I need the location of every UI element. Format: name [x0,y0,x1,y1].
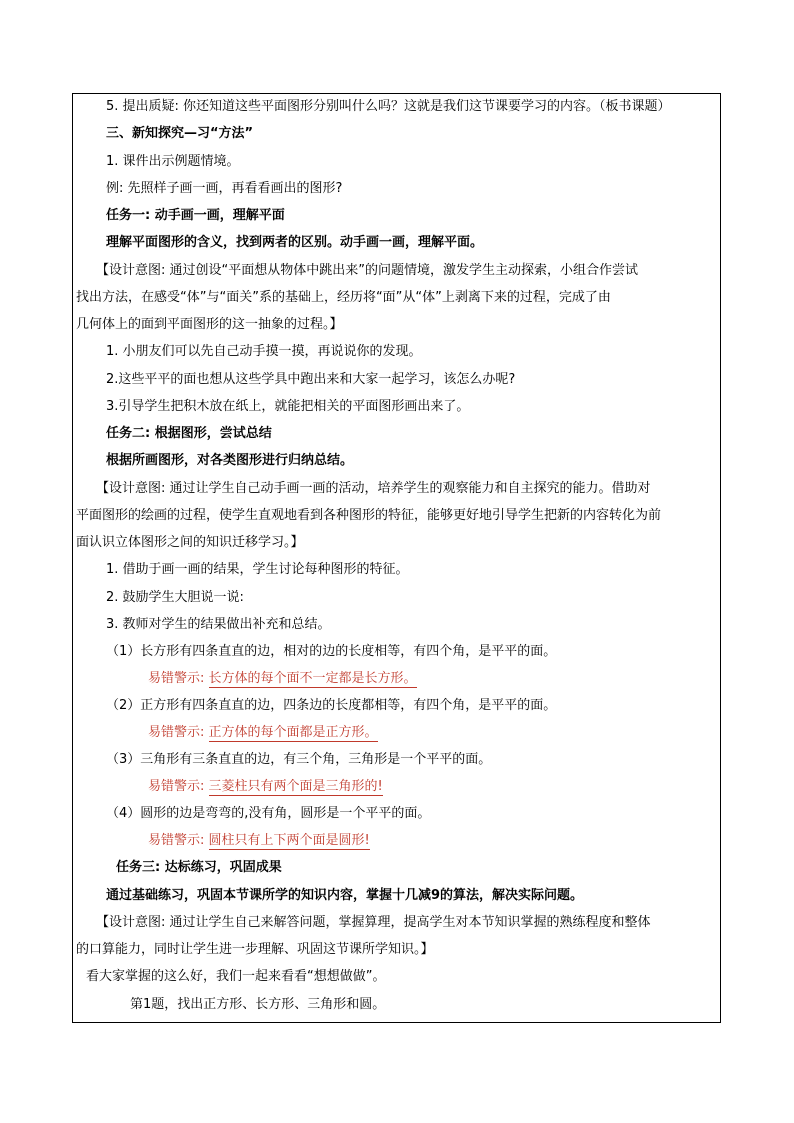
text-line: 1. 借助于画一画的结果，学生讨论每种图形的特征。 [106,562,409,577]
design-intent-2-line-2: 平面图形的绘画的过程，使学生直观地看到各种图形的特征，能够更好地引导学生把新的内容转化为前 [76,508,662,523]
design-intent-2-line-1: 【设计意图: 通过让学生自己动手画一画的活动，培养学生的观察能力和自主探究的能力。借助对 [96,481,651,496]
task-goal-3: 通过基础练习，巩固本节课所学的知识内容，掌握十几减9的算法，解决实际问题。 [106,888,584,903]
text-line: 1. 课件出示例题情境。 [106,154,240,169]
warning-label: 易错警示: [148,725,205,740]
section-heading-new-knowledge: 三、新知探究—习“方法” [106,126,254,141]
warning-label: 易错警示: [148,779,205,794]
design-intent-1-line-1: 【设计意图: 通过创设“平面想从物体中跳出来”的问题情境，激发学生主动探索，小组合作尝试 [96,263,638,278]
design-intent-3-line-1: 【设计意图: 通过让学生自己来解答问题，掌握算理，提高学生对本节知识掌握的熟练程度和整体 [96,915,651,930]
task-heading-3: 任务三: 达标练习，巩固成果 [116,860,282,875]
warning-rectangle [148,670,417,688]
task-goal-2: 根据所画图形，对各类图形进行归纳总结。 [106,453,354,468]
warning-circle [148,832,370,850]
design-intent-3-line-2: 的口算能力，同时让学生进一步理解、巩固这节课所学知识。】 [76,942,434,957]
text-line-questioning: 5. 提出质疑: 你还知道这些平面图形分别叫什么吗？这就是我们这节课要学习的内容。（板书课题） [106,99,671,114]
task-heading-2: 任务二: 根据图形，尝试总结 [106,426,272,441]
design-intent-2-line-3: 面认识立体图形之间的知识迁移学习。】 [76,535,304,550]
text-line: 例: 先照样子画一画，再看看画出的图形? [106,181,343,196]
warning-text: 圆柱只有上下两个面是圆形! [208,833,370,848]
exercise-1: 第1题，找出正方形、长方形、三角形和圆。 [130,997,386,1012]
design-intent-1-line-3: 几何体上的面到平面图形的这一抽象的过程。】 [76,317,343,332]
text-line: 2. 鼓励学生大胆说一说: [106,590,244,605]
warning-text: 三菱柱只有两个面是三角形的! [208,779,383,794]
shape-feature-circle: （4）圆形的边是弯弯的,没有角，圆形是一个平平的面。 [106,806,431,821]
warning-label: 易错警示: [148,671,205,686]
task-goal-1: 理解平面图形的含义，找到两者的区别。动手画一画，理解平面。 [106,235,484,250]
text-line: 3. 教师对学生的结果做出补充和总结。 [106,617,331,632]
content-table-border [72,93,721,1023]
text-line: 看大家掌握的这么好，我们一起来看看“想想做做”。 [86,969,386,984]
warning-text: 正方体的每个面都是正方形。 [208,725,378,740]
warning-label: 易错警示: [148,833,205,848]
warning-triangle [148,778,383,796]
shape-feature-rectangle: （1）长方形有四条直直的边，相对的边的长度相等，有四个角，是平平的面。 [106,644,557,659]
warning-square [148,724,378,742]
text-line: 1. 小朋友们可以先自己动手摸一摸，再说说你的发现。 [106,344,422,359]
shape-feature-triangle: （3）三角形有三条直直的边，有三个角，三角形是一个平平的面。 [106,752,492,767]
design-intent-1-line-2: 找出方法，在感受“体”与“面关”系的基础上，经历将“面”从“体”上剥离下来的过程，完成了由 [76,290,611,305]
text-line: 3.引导学生把积木放在纸上，就能把相关的平面图形画出来了。 [106,399,470,414]
task-heading-1: 任务一: 动手画一画，理解平面 [106,208,285,223]
shape-feature-square: （2）正方形有四条直直的边，四条边的长度都相等，有四个角，是平平的面。 [106,698,557,713]
warning-text: 长方体的每个面不一定都是长方形。 [208,671,417,686]
text-line: 2.这些平平的面也想从这些学具中跑出来和大家一起学习，该怎么办呢? [106,372,516,387]
